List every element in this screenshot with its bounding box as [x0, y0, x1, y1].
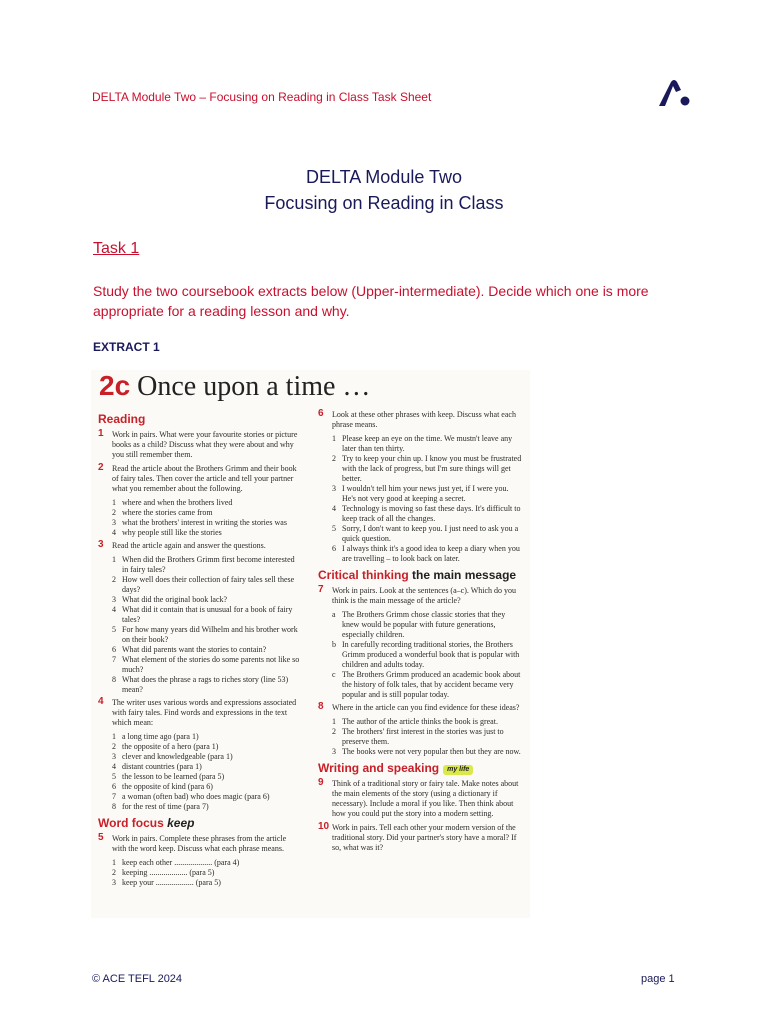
list-item	[332, 747, 524, 757]
exercise-4-items	[98, 732, 301, 812]
list-item	[332, 640, 524, 670]
exercise-text: Work in pairs. Tell each other your modern version of the traditional story. Did your partner's story have a moral? If so, what was it?	[332, 823, 517, 852]
list-item	[332, 727, 524, 747]
item-text: What does the phrase a rags to riches story (line 53) mean?	[122, 675, 289, 694]
item-number: 7	[112, 655, 116, 664]
list-item	[112, 858, 301, 868]
item-text: clever and knowledgeable (para 1)	[122, 752, 233, 761]
item-number: 5	[112, 625, 116, 634]
item-text: Please keep an eye on the time. We mustn't leave any later than ten thirty.	[342, 434, 513, 453]
exercise-number: 10	[318, 821, 330, 832]
item-number: 4	[112, 605, 116, 614]
list-item	[332, 544, 524, 564]
task-instruction: Study the two coursebook extracts below (Upper-intermediate). Decide which one is more appropriate for a reading lesson and why.	[93, 283, 649, 319]
item-number: 4	[332, 504, 336, 513]
list-item	[112, 498, 301, 508]
item-number: 6	[112, 645, 116, 654]
list-item	[112, 868, 301, 878]
item-text: keep your ................... (para 5)	[122, 878, 221, 887]
exercise-number: 8	[318, 701, 324, 712]
list-item	[332, 484, 524, 504]
item-number: 8	[112, 675, 116, 684]
my-life-badge: my life	[443, 765, 473, 775]
exercise-5-items	[98, 858, 301, 888]
exercise-7-items	[318, 610, 524, 700]
item-number: 2	[332, 727, 336, 736]
exercise-6-items	[318, 434, 524, 564]
item-number: 1	[112, 555, 116, 564]
item-number: 2	[112, 742, 116, 751]
item-number: 1	[112, 498, 116, 507]
list-item	[112, 772, 301, 782]
item-number: 3	[112, 595, 116, 604]
list-item	[112, 802, 301, 812]
exercise-text: Work in pairs. What were your favourite stories or picture books as a child? Discuss what they were about and why you still remember them.	[112, 430, 298, 459]
item-text: How well does their collection of fairy tales sell these days?	[122, 575, 295, 594]
item-text: what the brothers' interest in writing the stories was	[122, 518, 287, 527]
exercise-text: The writer uses various words and expressions associated with fairy tales. Find words and expressions in the text which mean:	[112, 698, 297, 727]
exercise-2	[98, 464, 301, 494]
item-number: 5	[332, 524, 336, 533]
item-text: keeping ................... (para 5)	[122, 868, 215, 877]
item-text: Technology is moving so fast these days. It's difficult to keep track of all the changes.	[342, 504, 521, 523]
list-item	[112, 742, 301, 752]
item-text: When did the Brothers Grimm first become interested in fairy tales?	[122, 555, 295, 574]
footer-copyright: © ACE TEFL 2024	[92, 973, 183, 985]
item-text: where the stories came from	[122, 508, 213, 517]
page-title-line2: Focusing on Reading in Class	[264, 193, 504, 213]
word-focus-heading-text: Word focus	[98, 816, 164, 830]
list-item	[112, 555, 301, 575]
item-number: c	[332, 670, 336, 679]
list-item	[112, 878, 301, 888]
item-number: 2	[112, 868, 116, 877]
item-number: 7	[112, 792, 116, 801]
exercise-8	[318, 703, 524, 713]
item-number: 2	[332, 454, 336, 463]
list-item	[112, 605, 301, 625]
page-title-line1: DELTA Module Two	[305, 167, 463, 187]
list-item	[332, 717, 524, 727]
exercise-text: Where in the article can you find evidence for these ideas?	[332, 703, 520, 712]
exercise-number: 2	[98, 462, 104, 473]
item-text: a long time ago (para 1)	[122, 732, 199, 741]
writing-speaking-heading	[318, 761, 524, 776]
list-item	[112, 792, 301, 802]
exercise-2-items	[98, 498, 301, 538]
exercise-10	[318, 823, 524, 853]
writing-heading-text: Writing and speaking	[318, 761, 440, 775]
exercise-text: Read the article about the Brothers Grimm and their book of fairy tales. Then cover the article and tell your partner what you remember about the following.	[112, 464, 297, 493]
extract-right-column	[318, 408, 524, 857]
exercise-5	[98, 834, 301, 854]
exercise-text: Read the article again and answer the questions.	[112, 541, 266, 550]
item-text: the opposite of kind (para 6)	[122, 782, 213, 791]
item-text: The Brothers Grimm produced an academic book about the history of folk tales, that by accident became very popular and is still popular today.	[342, 670, 521, 699]
item-text: why people still like the stories	[122, 528, 222, 537]
item-text: a woman (often bad) who does magic (para 6)	[122, 792, 270, 801]
exercise-3	[98, 541, 301, 551]
item-number: 6	[332, 544, 336, 553]
exercise-9	[318, 779, 524, 819]
list-item	[112, 575, 301, 595]
ace-tefl-logo-icon	[656, 78, 692, 108]
list-item	[112, 625, 301, 645]
item-text: I always think it's a good idea to keep a diary when you are travelling – to look back on later.	[342, 544, 520, 563]
item-number: 3	[112, 752, 116, 761]
item-text: Try to keep your chin up. I know you must be frustrated with the lack of progress, but I'm sure things will get better.	[342, 454, 522, 483]
critical-heading-red: Critical thinking	[318, 568, 409, 582]
critical-heading-dark: the main message	[412, 568, 517, 582]
item-text: In carefully recording traditional stories, the Brothers Grimm produced a wonderful book that is popular with children and adults today.	[342, 640, 520, 669]
item-text: Sorry, I don't want to keep you. I just need to ask you a quick question.	[342, 524, 519, 543]
exercise-text: Look at these other phrases with keep. Discuss what each phrase means.	[332, 410, 516, 429]
item-text: What did it contain that is unusual for a book of fairy tales?	[122, 605, 293, 624]
exercise-1	[98, 430, 301, 460]
item-text: distant countries (para 1)	[122, 762, 202, 771]
item-number: 1	[112, 732, 116, 741]
item-text: The books were not very popular then but they are now.	[342, 747, 521, 756]
unit-title	[99, 370, 370, 403]
list-item	[112, 528, 301, 538]
exercise-number: 3	[98, 539, 104, 550]
item-number: 8	[112, 802, 116, 811]
item-number: 3	[332, 747, 336, 756]
item-text: keep each other ................... (para 4)	[122, 858, 240, 867]
item-text: The author of the article thinks the book is great.	[342, 717, 498, 726]
exercise-6	[318, 410, 524, 430]
item-text: the opposite of a hero (para 1)	[122, 742, 219, 751]
list-item	[112, 518, 301, 528]
list-item	[332, 434, 524, 454]
exercise-number: 1	[98, 428, 104, 439]
item-number: 5	[112, 772, 116, 781]
list-item	[112, 752, 301, 762]
list-item	[112, 645, 301, 655]
exercise-number: 7	[318, 584, 324, 595]
unit-title-text: Once upon a time …	[137, 371, 371, 402]
exercise-text: Think of a traditional story or fairy tale. Make notes about the main elements of the story (using a dictionary if necessary). Include a moral if you like. Then think about how you could put the story into a modern setting.	[332, 779, 519, 818]
coursebook-extract-image	[91, 370, 530, 918]
task-heading: Task 1	[93, 240, 140, 257]
item-number: 1	[112, 858, 116, 867]
word-focus-heading-word: keep	[167, 816, 195, 830]
exercise-7	[318, 586, 524, 606]
item-number: 4	[112, 762, 116, 771]
unit-number: 2c	[99, 370, 131, 401]
item-number: 2	[112, 575, 116, 584]
list-item	[112, 595, 301, 605]
item-number: b	[332, 640, 336, 649]
exercise-8-items	[318, 717, 524, 757]
exercise-number: 6	[318, 408, 324, 419]
extract-left-column	[98, 408, 301, 891]
header-text: DELTA Module Two – Focusing on Reading in Class Task Sheet	[92, 90, 432, 104]
list-item	[332, 504, 524, 524]
list-item	[112, 732, 301, 742]
item-text: I wouldn't tell him your news just yet, if I were you. He's not very good at keeping a secret.	[342, 484, 509, 503]
exercise-text: Work in pairs. Complete these phrases from the article with the word keep. Discuss what each phrase means.	[112, 834, 287, 853]
item-text: What element of the stories do some parents not like so much?	[122, 655, 300, 674]
list-item	[112, 782, 301, 792]
item-number: 2	[112, 508, 116, 517]
item-number: 6	[112, 782, 116, 791]
list-item	[332, 670, 524, 700]
exercise-4	[98, 698, 301, 728]
item-number: a	[332, 610, 336, 619]
exercise-number: 5	[98, 832, 104, 843]
exercise-number: 4	[98, 696, 104, 707]
list-item	[332, 610, 524, 640]
item-text: The brothers' first interest in the stories was just to preserve them.	[342, 727, 504, 746]
item-text: What did parents want the stories to contain?	[122, 645, 267, 654]
list-item	[112, 508, 301, 518]
word-focus-heading	[98, 816, 301, 831]
extract-label: EXTRACT 1	[93, 340, 160, 354]
item-text: where and when the brothers lived	[122, 498, 233, 507]
item-number: 1	[332, 717, 336, 726]
critical-thinking-heading	[318, 568, 524, 583]
exercise-text: Work in pairs. Look at the sentences (a–c). Which do you think is the main message of the article?	[332, 586, 517, 605]
list-item	[112, 675, 301, 695]
item-text: For how many years did Wilhelm and his brother work on their book?	[122, 625, 298, 644]
item-number: 3	[112, 878, 116, 887]
item-number: 3	[112, 518, 116, 527]
item-text: The Brothers Grimm chose classic stories that they knew would be popular with future generations, especially children.	[342, 610, 506, 639]
reading-heading: Reading	[98, 412, 146, 426]
list-item	[332, 454, 524, 484]
item-text: for the rest of time (para 7)	[122, 802, 209, 811]
list-item	[112, 762, 301, 772]
item-number: 1	[332, 434, 336, 443]
list-item	[332, 524, 524, 544]
exercise-3-items	[98, 555, 301, 695]
item-text: What did the original book lack?	[122, 595, 228, 604]
item-number: 3	[332, 484, 336, 493]
list-item	[112, 655, 301, 675]
exercise-number: 9	[318, 777, 324, 788]
footer-page-number: page 1	[641, 973, 675, 985]
item-text: the lesson to be learned (para 5)	[122, 772, 225, 781]
item-number: 4	[112, 528, 116, 537]
